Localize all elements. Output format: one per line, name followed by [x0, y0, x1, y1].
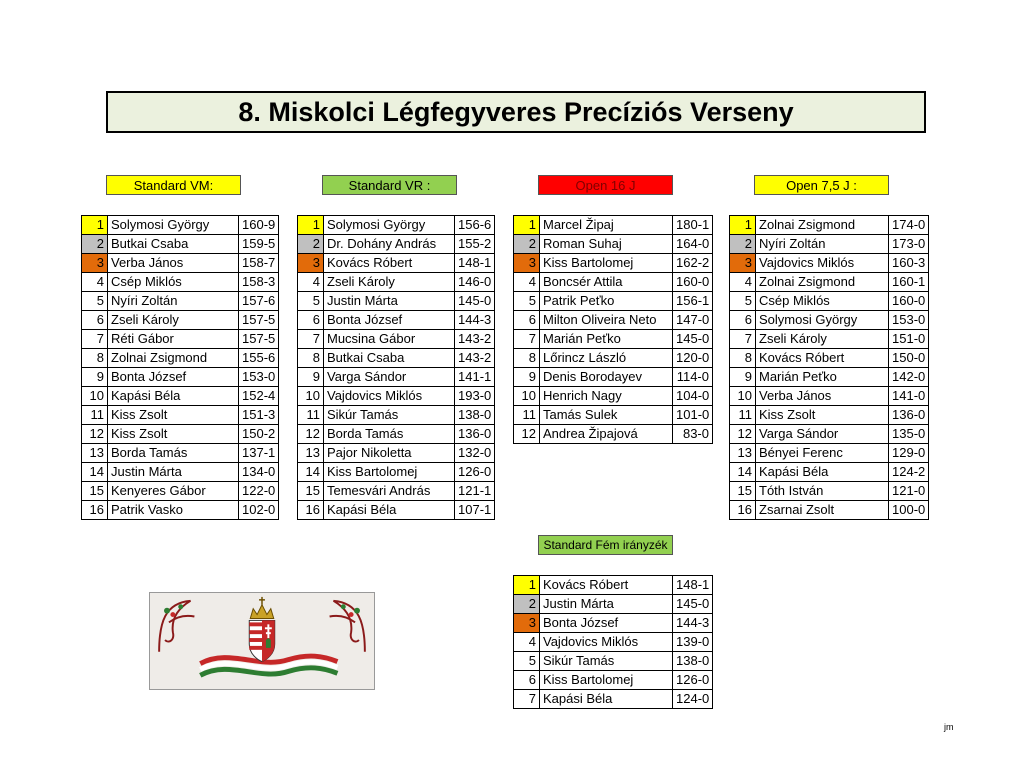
score-cell: 155-6 — [239, 349, 279, 368]
score-cell: 83-0 — [673, 425, 713, 444]
name-cell: Kiss Bartolomej — [540, 671, 673, 690]
score-cell: 160-3 — [889, 254, 929, 273]
rank-cell: 15 — [82, 482, 108, 501]
rank-cell: 12 — [730, 425, 756, 444]
rank-cell: 4 — [730, 273, 756, 292]
rank-cell: 4 — [82, 273, 108, 292]
rank-cell: 8 — [730, 349, 756, 368]
table-standard-vm — [81, 215, 279, 520]
table-row — [730, 482, 929, 501]
name-cell: Lőrincz László — [540, 349, 673, 368]
score-cell: 121-0 — [889, 482, 929, 501]
score-cell: 153-0 — [889, 311, 929, 330]
score-cell: 155-2 — [455, 235, 495, 254]
table-row — [298, 273, 495, 292]
rank-cell: 6 — [730, 311, 756, 330]
rank-cell: 9 — [82, 368, 108, 387]
rank-cell: 2 — [82, 235, 108, 254]
table-row — [730, 216, 929, 235]
rank-cell: 7 — [514, 690, 540, 709]
score-cell: 126-0 — [673, 671, 713, 690]
table-row — [82, 368, 279, 387]
table-row — [82, 406, 279, 425]
table-row — [514, 254, 713, 273]
rank-cell: 7 — [298, 330, 324, 349]
score-cell: 150-2 — [239, 425, 279, 444]
table-row — [298, 425, 495, 444]
name-cell: Kapási Béla — [540, 690, 673, 709]
rank-cell: 1 — [82, 216, 108, 235]
table-row — [82, 216, 279, 235]
table-row — [298, 330, 495, 349]
name-cell: Justin Márta — [108, 463, 239, 482]
score-cell: 174-0 — [889, 216, 929, 235]
score-cell: 134-0 — [239, 463, 279, 482]
table-row — [298, 482, 495, 501]
table-row — [514, 576, 713, 595]
score-cell: 138-0 — [455, 406, 495, 425]
score-cell: 158-3 — [239, 273, 279, 292]
rank-cell: 14 — [298, 463, 324, 482]
table-row — [514, 292, 713, 311]
name-cell: Bonta József — [540, 614, 673, 633]
score-cell: 139-0 — [673, 633, 713, 652]
rank-cell: 2 — [298, 235, 324, 254]
table-open-16j — [513, 215, 713, 444]
name-cell: Zolnai Zsigmond — [756, 216, 889, 235]
table-row — [730, 292, 929, 311]
name-cell: Bonta József — [324, 311, 455, 330]
rank-cell: 10 — [82, 387, 108, 406]
table-row — [298, 311, 495, 330]
name-cell: Kiss Zsolt — [108, 425, 239, 444]
rank-cell: 12 — [82, 425, 108, 444]
rank-cell: 8 — [514, 349, 540, 368]
name-cell: Dr. Dohány András — [324, 235, 455, 254]
name-cell: Milton Oliveira Neto — [540, 311, 673, 330]
rank-cell: 10 — [298, 387, 324, 406]
score-cell: 160-1 — [889, 273, 929, 292]
score-cell: 102-0 — [239, 501, 279, 520]
rank-cell: 9 — [298, 368, 324, 387]
table-row — [730, 330, 929, 349]
score-cell: 107-1 — [455, 501, 495, 520]
table-row — [730, 444, 929, 463]
name-cell: Tóth István — [756, 482, 889, 501]
table-row — [514, 368, 713, 387]
table-row — [82, 463, 279, 482]
name-cell: Kiss Zsolt — [756, 406, 889, 425]
rank-cell: 13 — [298, 444, 324, 463]
name-cell: Kapási Béla — [324, 501, 455, 520]
rank-cell: 14 — [82, 463, 108, 482]
table-row — [298, 463, 495, 482]
score-cell: 137-1 — [239, 444, 279, 463]
table-row — [298, 501, 495, 520]
table-row — [730, 425, 929, 444]
score-cell: 104-0 — [673, 387, 713, 406]
score-cell: 157-5 — [239, 311, 279, 330]
category-open-16j: Open 16 J — [538, 175, 673, 195]
name-cell: Réti Gábor — [108, 330, 239, 349]
rank-cell: 7 — [730, 330, 756, 349]
rank-cell: 10 — [514, 387, 540, 406]
score-cell: 146-0 — [455, 273, 495, 292]
rank-cell: 1 — [730, 216, 756, 235]
name-cell: Denis Borodayev — [540, 368, 673, 387]
table-row — [514, 406, 713, 425]
table-standard-vr — [297, 215, 495, 520]
score-cell: 136-0 — [455, 425, 495, 444]
name-cell: Bényei Ferenc — [756, 444, 889, 463]
score-cell: 122-0 — [239, 482, 279, 501]
score-cell: 152-4 — [239, 387, 279, 406]
table-row — [514, 614, 713, 633]
table-row — [514, 671, 713, 690]
table-row — [514, 216, 713, 235]
rank-cell: 5 — [514, 292, 540, 311]
name-cell: Zseli Károly — [108, 311, 239, 330]
name-cell: Butkai Csaba — [324, 349, 455, 368]
rank-cell: 8 — [82, 349, 108, 368]
rank-cell: 6 — [298, 311, 324, 330]
score-cell: 144-3 — [673, 614, 713, 633]
table-row — [730, 501, 929, 520]
rank-cell: 11 — [298, 406, 324, 425]
rank-cell: 11 — [514, 406, 540, 425]
score-cell: 143-2 — [455, 330, 495, 349]
rank-cell: 15 — [730, 482, 756, 501]
name-cell: Kovács Róbert — [756, 349, 889, 368]
table-row — [514, 330, 713, 349]
rank-cell: 16 — [730, 501, 756, 520]
name-cell: Marián Peťko — [756, 368, 889, 387]
score-cell: 160-9 — [239, 216, 279, 235]
table-row — [730, 387, 929, 406]
table-row — [514, 311, 713, 330]
name-cell: Verba János — [756, 387, 889, 406]
rank-cell: 5 — [298, 292, 324, 311]
name-cell: Kapási Béla — [108, 387, 239, 406]
name-cell: Zseli Károly — [756, 330, 889, 349]
score-cell: 138-0 — [673, 652, 713, 671]
rank-cell: 3 — [298, 254, 324, 273]
name-cell: Vajdovics Miklós — [540, 633, 673, 652]
name-cell: Solymosi György — [108, 216, 239, 235]
rank-cell: 10 — [730, 387, 756, 406]
score-cell: 157-6 — [239, 292, 279, 311]
name-cell: Marián Peťko — [540, 330, 673, 349]
table-row — [82, 444, 279, 463]
score-cell: 164-0 — [673, 235, 713, 254]
name-cell: Andrea Žipajová — [540, 425, 673, 444]
rank-cell: 4 — [298, 273, 324, 292]
score-cell: 158-7 — [239, 254, 279, 273]
category-open-75j: Open 7,5 J : — [754, 175, 889, 195]
score-cell: 160-0 — [673, 273, 713, 292]
rank-cell: 7 — [514, 330, 540, 349]
score-cell: 156-6 — [455, 216, 495, 235]
category-standard-vm: Standard VM: — [106, 175, 241, 195]
category-standard-vr: Standard VR : — [322, 175, 457, 195]
name-cell: Kovács Róbert — [540, 576, 673, 595]
score-cell: 148-1 — [455, 254, 495, 273]
score-cell: 151-3 — [239, 406, 279, 425]
name-cell: Borda Tamás — [324, 425, 455, 444]
score-cell: 135-0 — [889, 425, 929, 444]
table-row — [82, 273, 279, 292]
score-cell: 150-0 — [889, 349, 929, 368]
name-cell: Kiss Zsolt — [108, 406, 239, 425]
name-cell: Nyíri Zoltán — [756, 235, 889, 254]
rank-cell: 3 — [514, 614, 540, 633]
table-row — [82, 482, 279, 501]
score-cell: 132-0 — [455, 444, 495, 463]
table-row — [514, 387, 713, 406]
name-cell: Csép Miklós — [756, 292, 889, 311]
table-row — [82, 311, 279, 330]
table-row — [730, 368, 929, 387]
table-row — [82, 235, 279, 254]
rank-cell: 15 — [298, 482, 324, 501]
score-cell: 120-0 — [673, 349, 713, 368]
score-cell: 124-2 — [889, 463, 929, 482]
name-cell: Csép Miklós — [108, 273, 239, 292]
name-cell: Kiss Bartolomej — [540, 254, 673, 273]
category-standard-fem: Standard Fém irányzék — [538, 535, 673, 555]
name-cell: Kapási Béla — [756, 463, 889, 482]
score-cell: 143-2 — [455, 349, 495, 368]
name-cell: Zolnai Zsigmond — [108, 349, 239, 368]
name-cell: Patrik Peťko — [540, 292, 673, 311]
table-row — [298, 216, 495, 235]
rank-cell: 1 — [514, 576, 540, 595]
name-cell: Solymosi György — [756, 311, 889, 330]
score-cell: 126-0 — [455, 463, 495, 482]
rank-cell: 12 — [514, 425, 540, 444]
name-cell: Butkai Csaba — [108, 235, 239, 254]
table-row — [730, 406, 929, 425]
score-cell: 145-0 — [673, 595, 713, 614]
signature-text: jm — [944, 722, 954, 732]
rank-cell: 3 — [730, 254, 756, 273]
table-row — [298, 387, 495, 406]
table-row — [514, 273, 713, 292]
rank-cell: 7 — [82, 330, 108, 349]
score-cell: 141-0 — [889, 387, 929, 406]
table-row — [514, 690, 713, 709]
name-cell: Vajdovics Miklós — [324, 387, 455, 406]
score-cell: 136-0 — [889, 406, 929, 425]
table-row — [82, 387, 279, 406]
name-cell: Kenyeres Gábor — [108, 482, 239, 501]
rank-cell: 8 — [298, 349, 324, 368]
score-cell: 124-0 — [673, 690, 713, 709]
name-cell: Marcel Žipaj — [540, 216, 673, 235]
rank-cell: 2 — [730, 235, 756, 254]
rank-cell: 12 — [298, 425, 324, 444]
table-row — [82, 292, 279, 311]
table-row — [730, 349, 929, 368]
score-cell: 162-2 — [673, 254, 713, 273]
score-cell: 153-0 — [239, 368, 279, 387]
score-cell: 121-1 — [455, 482, 495, 501]
score-cell: 142-0 — [889, 368, 929, 387]
table-row — [730, 273, 929, 292]
name-cell: Sikúr Tamás — [540, 652, 673, 671]
table-row — [514, 633, 713, 652]
rank-cell: 11 — [82, 406, 108, 425]
table-row — [298, 235, 495, 254]
table-row — [298, 254, 495, 273]
name-cell: Kiss Bartolomej — [324, 463, 455, 482]
rank-cell: 1 — [298, 216, 324, 235]
rank-cell: 5 — [514, 652, 540, 671]
name-cell: Borda Tamás — [108, 444, 239, 463]
page-title: 8. Miskolci Légfegyveres Precíziós Verseny — [106, 91, 926, 133]
name-cell: Justin Márta — [540, 595, 673, 614]
score-cell: 180-1 — [673, 216, 713, 235]
name-cell: Sikúr Tamás — [324, 406, 455, 425]
rank-cell: 11 — [730, 406, 756, 425]
table-row — [514, 235, 713, 254]
rank-cell: 1 — [514, 216, 540, 235]
name-cell: Boncsér Attila — [540, 273, 673, 292]
table-row — [298, 406, 495, 425]
score-cell: 145-0 — [455, 292, 495, 311]
table-row — [298, 444, 495, 463]
rank-cell: 6 — [514, 671, 540, 690]
name-cell: Solymosi György — [324, 216, 455, 235]
rank-cell: 9 — [730, 368, 756, 387]
name-cell: Zseli Károly — [324, 273, 455, 292]
rank-cell: 2 — [514, 595, 540, 614]
score-cell: 156-1 — [673, 292, 713, 311]
rank-cell: 4 — [514, 273, 540, 292]
name-cell: Patrik Vasko — [108, 501, 239, 520]
rank-cell: 6 — [82, 311, 108, 330]
name-cell: Zolnai Zsigmond — [756, 273, 889, 292]
score-cell: 160-0 — [889, 292, 929, 311]
table-row — [82, 501, 279, 520]
rank-cell: 16 — [82, 501, 108, 520]
table-row — [730, 463, 929, 482]
name-cell: Tamás Sulek — [540, 406, 673, 425]
score-cell: 101-0 — [673, 406, 713, 425]
rank-cell: 4 — [514, 633, 540, 652]
name-cell: Mucsina Gábor — [324, 330, 455, 349]
rank-cell: 2 — [514, 235, 540, 254]
name-cell: Roman Suhaj — [540, 235, 673, 254]
name-cell: Kovács Róbert — [324, 254, 455, 273]
table-row — [82, 330, 279, 349]
rank-cell: 13 — [82, 444, 108, 463]
rank-cell: 3 — [82, 254, 108, 273]
score-cell: 151-0 — [889, 330, 929, 349]
score-cell: 159-5 — [239, 235, 279, 254]
table-row — [82, 425, 279, 444]
table-row — [514, 652, 713, 671]
table-row — [514, 595, 713, 614]
name-cell: Bonta József — [108, 368, 239, 387]
name-cell: Justin Márta — [324, 292, 455, 311]
table-row — [298, 349, 495, 368]
coat-of-arms-icon — [150, 593, 374, 689]
name-cell: Nyíri Zoltán — [108, 292, 239, 311]
score-cell: 147-0 — [673, 311, 713, 330]
table-open-75j — [729, 215, 929, 520]
name-cell: Zsarnai Zsolt — [756, 501, 889, 520]
table-row — [82, 254, 279, 273]
name-cell: Pajor Nikoletta — [324, 444, 455, 463]
rank-cell: 3 — [514, 254, 540, 273]
rank-cell: 6 — [514, 311, 540, 330]
score-cell: 145-0 — [673, 330, 713, 349]
rank-cell: 16 — [298, 501, 324, 520]
table-row — [298, 292, 495, 311]
name-cell: Varga Sándor — [324, 368, 455, 387]
name-cell: Varga Sándor — [756, 425, 889, 444]
score-cell: 100-0 — [889, 501, 929, 520]
name-cell: Verba János — [108, 254, 239, 273]
score-cell: 193-0 — [455, 387, 495, 406]
score-cell: 114-0 — [673, 368, 713, 387]
table-row — [730, 235, 929, 254]
table-row — [514, 425, 713, 444]
table-row — [82, 349, 279, 368]
score-cell: 173-0 — [889, 235, 929, 254]
rank-cell: 14 — [730, 463, 756, 482]
name-cell: Vajdovics Miklós — [756, 254, 889, 273]
score-cell: 141-1 — [455, 368, 495, 387]
rank-cell: 13 — [730, 444, 756, 463]
rank-cell: 9 — [514, 368, 540, 387]
rank-cell: 5 — [82, 292, 108, 311]
score-cell: 157-5 — [239, 330, 279, 349]
table-row — [730, 311, 929, 330]
score-cell: 144-3 — [455, 311, 495, 330]
name-cell: Temesvári András — [324, 482, 455, 501]
coat-of-arms-image — [149, 592, 375, 690]
table-row — [514, 349, 713, 368]
score-cell: 148-1 — [673, 576, 713, 595]
score-cell: 129-0 — [889, 444, 929, 463]
name-cell: Henrich Nagy — [540, 387, 673, 406]
table-row — [298, 368, 495, 387]
rank-cell: 5 — [730, 292, 756, 311]
table-standard-fem — [513, 575, 713, 709]
table-row — [730, 254, 929, 273]
